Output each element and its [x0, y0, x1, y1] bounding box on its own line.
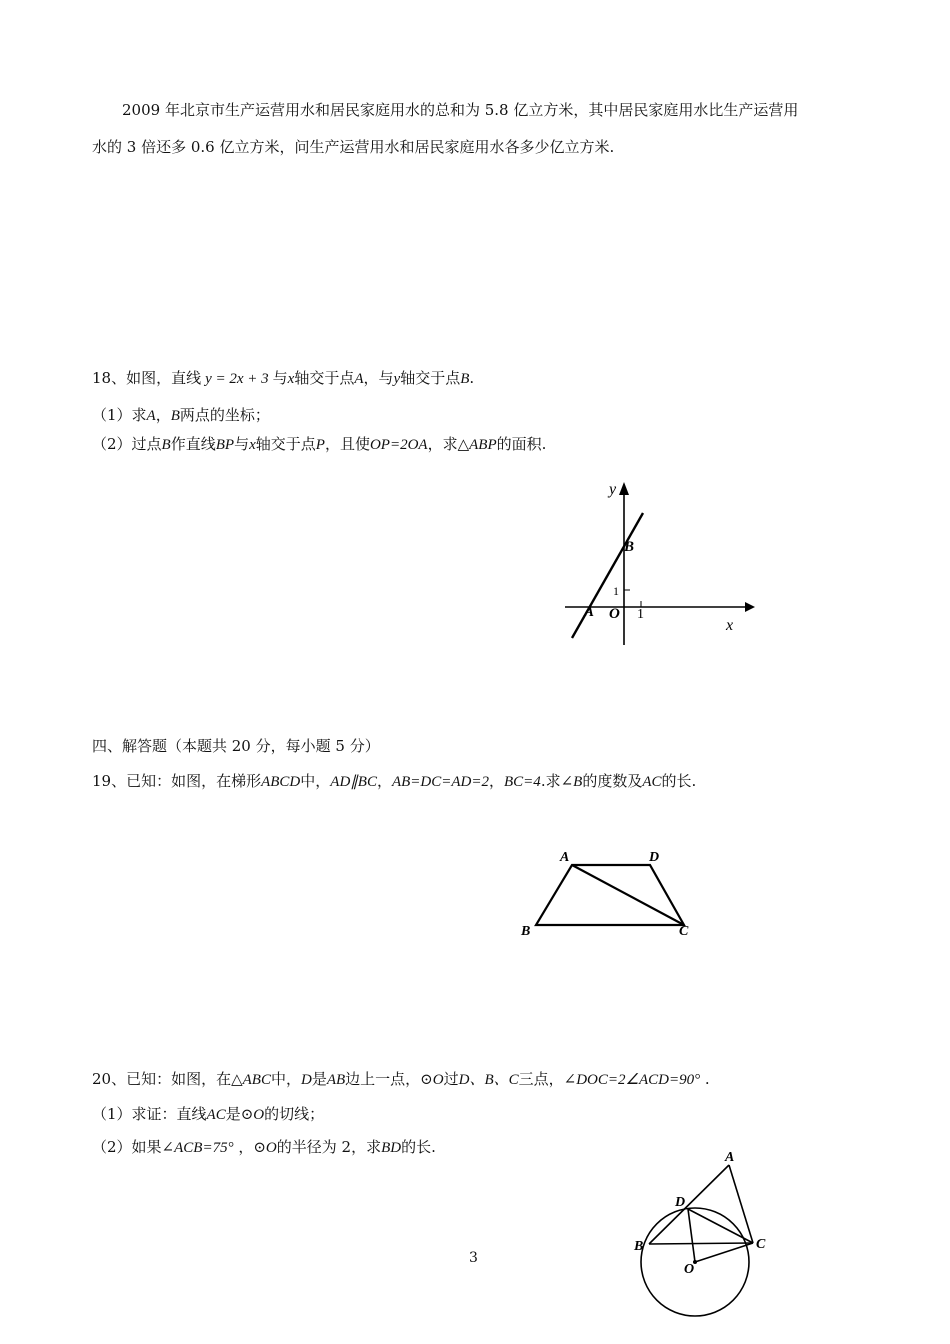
problem17-line2: 水的 3 倍还多 0.6 亿立方米，问生产运营用水和居民家庭用水各多少亿立方米.: [92, 138, 615, 156]
problem20-figure: [625, 1145, 775, 1344]
label-a: A: [584, 604, 595, 620]
problem19-figure: [515, 845, 705, 945]
segment-oc: [695, 1243, 753, 1262]
segment-ab: [649, 1165, 729, 1244]
y-axis-arrow-icon: [619, 482, 629, 495]
label-b: B: [624, 539, 635, 555]
tick-label-x-1: 1: [637, 607, 644, 622]
label-c: C: [679, 924, 689, 939]
label-b: B: [521, 924, 531, 939]
label-b: B: [634, 1239, 644, 1254]
label-a: A: [560, 850, 570, 865]
problem20-part2: （2）如果∠ACB=75° ，⊙O的半径为 2，求BD的长.: [92, 1138, 436, 1156]
problem18-stem: 18、如图，直线 y = 2x + 3 与x轴交于点A，与y轴交于点B.: [92, 369, 475, 387]
label-d: D: [675, 1195, 686, 1210]
label-o: O: [609, 606, 620, 622]
label-d: D: [649, 850, 660, 865]
tick-label-y-1: 1: [613, 584, 619, 598]
label-x: x: [726, 617, 734, 634]
problem19-stem: 19、已知：如图，在梯形ABCD中，AD∥BC，AB=DC=AD=2，BC=4.求∠B的度数及AC的长.: [92, 772, 697, 790]
trapezoid-abcd: [536, 865, 684, 925]
segment-bc: [649, 1243, 753, 1244]
label-c: C: [756, 1237, 766, 1252]
line-y-2x-3: [572, 513, 643, 638]
segment-ac: [729, 1165, 753, 1243]
page-number: 3: [469, 1250, 478, 1266]
problem17-line1: 2009 年北京市生产运营用水和居民家庭用水的总和为 5.8 亿立方米，其中居民家庭用水比生产运营用: [122, 101, 799, 119]
label-y: y: [609, 481, 617, 498]
problem18-part2: （2）过点B作直线BP与x轴交于点P，且使OP=2OA，求△ABP的面积.: [92, 435, 547, 453]
problem20-part1: （1）求证：直线AC是⊙O的切线；: [92, 1105, 325, 1123]
problem18-part1: （1）求A，B两点的坐标；: [92, 406, 270, 424]
segment-do: [688, 1209, 695, 1262]
problem18-figure: [555, 475, 765, 655]
section4-heading: 四、解答题（本题共 20 分，每小题 5 分）: [92, 737, 380, 755]
x-axis-arrow-icon: [745, 602, 755, 612]
label-a: A: [725, 1150, 735, 1165]
label-o: O: [684, 1262, 695, 1277]
problem18-equation: y = 2x + 3: [205, 371, 269, 387]
problem20-stem: 20、已知：如图，在△ABC中，D是AB边上一点，⊙O过D、B、C三点，∠DOC=2∠ACD=90° .: [92, 1070, 710, 1088]
